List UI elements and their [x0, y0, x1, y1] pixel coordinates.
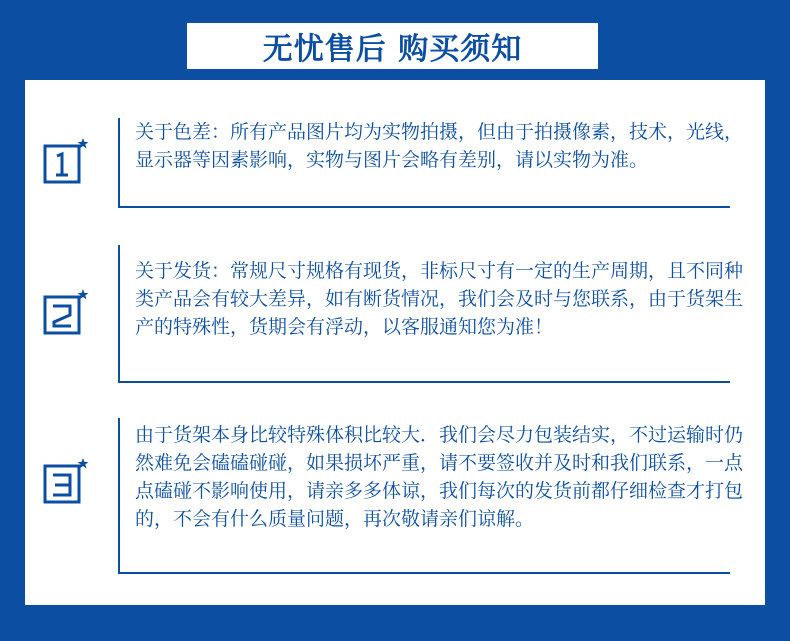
- section-2-horizontal-rule: [118, 381, 730, 383]
- page-title: 无忧售后 购买须知: [262, 32, 523, 67]
- section-3-vertical-rule: [118, 418, 120, 574]
- section-2-text: 关于发货：常规尺寸规格有现货，非标尺寸有一定的生产周期，且不同种类产品会有较大差异，如有断货情况，我们会及时与您联系，由于货架生产的特殊性，货期会有浮动，以客服通知您为准！: [135, 260, 744, 338]
- section-3-text: 由于货架本身比较特殊体积比较大．我们会尽力包装结实，不过运输时仍然难免会磕磕碰碰，如果损坏严重，请不要签收并及时和我们联系，一点点磕碰不影响使用，请亲多多体谅，我们每次的发货前都仔细检查才打包的，不会有什么质量问题，再次敬请亲们谅解。: [135, 424, 744, 530]
- section-2-vertical-rule: [118, 245, 120, 383]
- title-banner: [185, 21, 600, 71]
- notice-panel: [25, 80, 765, 605]
- number-1-badge: [43, 138, 89, 184]
- section-1-horizontal-rule: [118, 206, 730, 208]
- section-1-text: 关于色差：所有产品图片均为实物拍摄，但由于拍摄像素，技术，光线，显示器等因素影响，实物与图片会略有差别，请以实物为准。: [135, 121, 744, 171]
- section-1-vertical-rule: [118, 118, 120, 208]
- section-3-horizontal-rule: [118, 572, 730, 574]
- number-3-badge: [43, 458, 89, 504]
- number-2-badge: [43, 289, 89, 335]
